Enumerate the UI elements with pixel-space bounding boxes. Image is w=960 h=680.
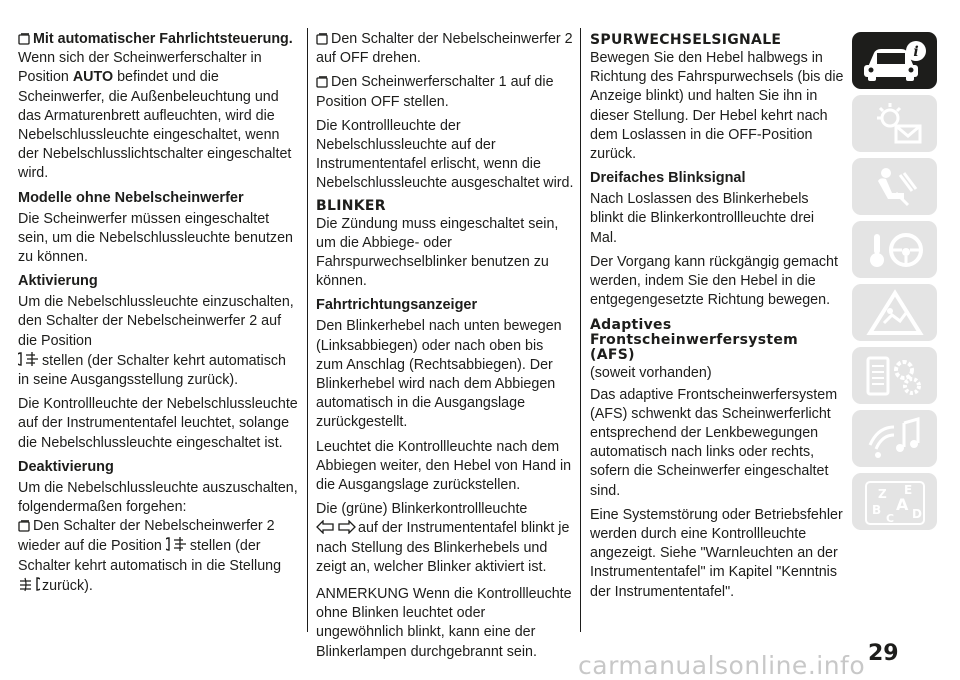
heading-dreifach: Dreifaches Blinksignal — [590, 170, 746, 187]
paragraph-anmerkung: ANMERKUNG Wenn die Kontrollleuchte ohne Blinken leuchtet oder ungewöhnlich blinkt, kann eine der Blinkerlampen durchgebrannt sein. — [316, 586, 572, 660]
paragraph-fahrtrichtung: Den Blinkerhebel nach unten bewegen (Linksabbiegen) oder nach oben bis zum Anschlag (Rechtsabbiegen). Der Blinkerhebel wird nach dem Abbiegen automatisch in die Ausgangslage zurückgestellt. — [316, 318, 562, 431]
maintenance-gears-icon — [860, 352, 930, 400]
paragraph-ohne-nebel: Die Scheinwerfer müssen eingeschaltet sein, um die Nebelschlussleuchte benutzen zu können. — [18, 210, 293, 266]
paragraph-kontroll-aus: Die Kontrollleuchte der Nebelschlussleuchte auf der Instrumententafel erlischt, wenn die Nebelschlussleuchte ausgeschaltet wird. — [316, 117, 574, 192]
svg-text:E: E — [903, 482, 912, 497]
front-fog-light-icon — [18, 576, 40, 592]
bullet-square-icon — [18, 520, 31, 532]
bullet-2 — [316, 30, 574, 68]
tab-safety[interactable] — [852, 158, 937, 215]
bullet-2-text: Den Schalter der Nebelscheinwerfer 2 auf OFF drehen. — [316, 31, 573, 67]
svg-text:i: i — [912, 43, 919, 60]
tab-starting-driving[interactable] — [852, 221, 937, 278]
heading-fahrtrichtung: Fahrtrichtungsanzeiger — [316, 297, 478, 314]
svg-text:B: B — [871, 502, 881, 517]
bullet-1-text-a: Den Schalter der Nebelscheinwerfer 2 wieder auf die Position — [18, 518, 275, 555]
paragraph-afs: Das adaptive Frontscheinwerfersystem (AFS) schwenkt das Scheinwerferlicht entsprechend der Lenkbewegungen automatisch nach links oder rechts, sofern die Scheinwerfer eingeschaltet sind. — [590, 386, 838, 499]
bullet-1-text-b: stellen (der Schalter kehrt automatisch in die Stellung — [18, 538, 282, 574]
column-left — [18, 30, 298, 601]
paragraph-vorgang: Der Vorgang kann rückgängig gemacht werden, indem Sie den Hebel in die entgegengesetzte Richtung bewegen. — [590, 253, 838, 309]
heading-aktivierung: Aktivierung — [18, 273, 98, 290]
auto-text-b: befindet und die Scheinwerfer, die Außenbeleuchtung und das Armaturenbrett aufleuchten, wird die Nebelschlussleuchte eingeschaltet, wenn der Nebelschlusslichtschalter eingeschaltet wird. — [18, 69, 292, 182]
chapter-tabs — [852, 32, 937, 536]
auto-text-a: Wenn sich der Scheinwerferschalter in Position — [18, 50, 262, 86]
tab-index[interactable] — [852, 473, 937, 530]
tab-multimedia[interactable] — [852, 410, 937, 467]
paragraph-kontroll-an: Die Kontrollleuchte der Nebelschlussleuchte auf der Instrumententafel leuchtet, solange die Nebelschlussleuchte eingeschaltet ist. — [18, 396, 298, 451]
heading-blinker: BLINKER — [316, 197, 386, 214]
column-middle — [316, 30, 574, 667]
starting-driving-icon — [860, 226, 930, 274]
bullet-3 — [316, 73, 574, 111]
tab-emergency[interactable] — [852, 284, 937, 341]
paragraph-deaktivierung: Um die Nebelschlussleuchte auszuschalten, folgendermaßen forgehen: — [18, 479, 298, 516]
auto-title: Mit automatischer Fahrlichtsteuerung. — [33, 31, 293, 47]
multimedia-icon — [860, 415, 930, 463]
rear-fog-light-icon — [18, 351, 40, 367]
bullet-1-text-c: zurück). — [42, 577, 93, 594]
svg-text:Z: Z — [877, 486, 887, 501]
rear-fog-light-icon — [166, 536, 188, 552]
bullet-1 — [18, 517, 298, 596]
bullet-square-icon — [18, 33, 31, 45]
airbag-seat-icon — [860, 163, 930, 211]
emergency-icon — [860, 289, 930, 337]
column-divider — [580, 28, 581, 632]
paragraph-auto — [18, 30, 298, 184]
aktivierung-text-b: stellen (der Schalter kehrt automatisch in seine Ausgangsstellung zurück). — [18, 352, 286, 389]
paragraph-leuchtet: Leuchtet die Kontrollleuchte nach dem Abbiegen weiter, den Hebel von Hand in die Ausgangslage zurückstellen. — [316, 438, 572, 494]
gruen-text-a: Die (grüne) Blinkerkontrollleuchte — [316, 501, 528, 518]
heading-afs-line-3: (AFS) — [590, 347, 635, 364]
heading-afs — [590, 318, 845, 363]
paragraph-blinker: Die Zündung muss eingeschaltet sein, um die Abbiege- oder Fahrspurwechselblinker benutzen zu können. — [316, 215, 559, 290]
paragraph-aktivierung — [18, 293, 298, 390]
heading-deaktivierung: Deaktivierung — [18, 458, 114, 475]
bullet-3-text: Den Scheinwerferschalter 1 auf die Position OFF stellen. — [316, 74, 554, 110]
svg-text:A: A — [895, 494, 908, 514]
tab-car-info[interactable] — [852, 32, 937, 89]
bullet-square-icon — [316, 33, 329, 45]
svg-text:C: C — [885, 511, 894, 525]
bullet-square-icon — [316, 76, 329, 88]
svg-text:D: D — [911, 506, 922, 521]
heading-afs-line-1: Adaptives — [590, 317, 672, 334]
column-right — [590, 30, 845, 607]
heading-afs-line-2: Frontscheinwerfersystem — [590, 332, 798, 349]
column-divider — [307, 28, 308, 632]
car-info-icon — [860, 37, 930, 85]
warning-lights-icon — [860, 100, 930, 148]
gruen-text-b: auf der Instrumententafel blinkt je nach Stellung des Blinkerhebels und zeigt an, welcher Blinker aktiviert ist. — [316, 520, 570, 575]
tab-warning-lights[interactable] — [852, 95, 937, 152]
page-number: 29 — [868, 641, 899, 666]
aktivierung-text-a: Um die Nebelschlussleuchte einzuschalten, den Schalter der Nebelscheinwerfer 2 auf die Position — [18, 294, 294, 349]
index-letters-icon — [860, 478, 930, 526]
paragraph-spurwechsel: Bewegen Sie den Hebel halbwegs in Richtung des Fahrspurwechsels (bis die Anzeige blinkt) und halten Sie ihn in dieser Stellung. Der Hebel kehrt nach dem Loslassen in die OFF-Position zurück. — [590, 50, 844, 163]
watermark: carmanualsonline.info — [578, 651, 866, 680]
turn-signal-arrows-icon — [316, 520, 356, 534]
heading-spurwechsel: SPURWECHSELSIGNALE — [590, 32, 782, 48]
paragraph-stoerung: Eine Systemstörung oder Betriebsfehler werden durch eine Kontrollleuchte angezeigt. Siehe "Warnleuchten an der Instrumententafel" im Kapitel "Kenntnis der Instrumententafel". — [590, 506, 843, 600]
paragraph-soweit: (soweit vorhanden) — [590, 365, 712, 382]
paragraph-dreifach: Nach Loslassen des Blinkerhebels blinkt die Blinkerkontrollleuchte drei Mal. — [590, 191, 815, 246]
auto-label: AUTO — [72, 69, 114, 86]
paragraph-gruen — [316, 500, 574, 577]
heading-ohne-nebel: Modelle ohne Nebelscheinwerfer — [18, 189, 244, 206]
tab-maintenance[interactable] — [852, 347, 937, 404]
